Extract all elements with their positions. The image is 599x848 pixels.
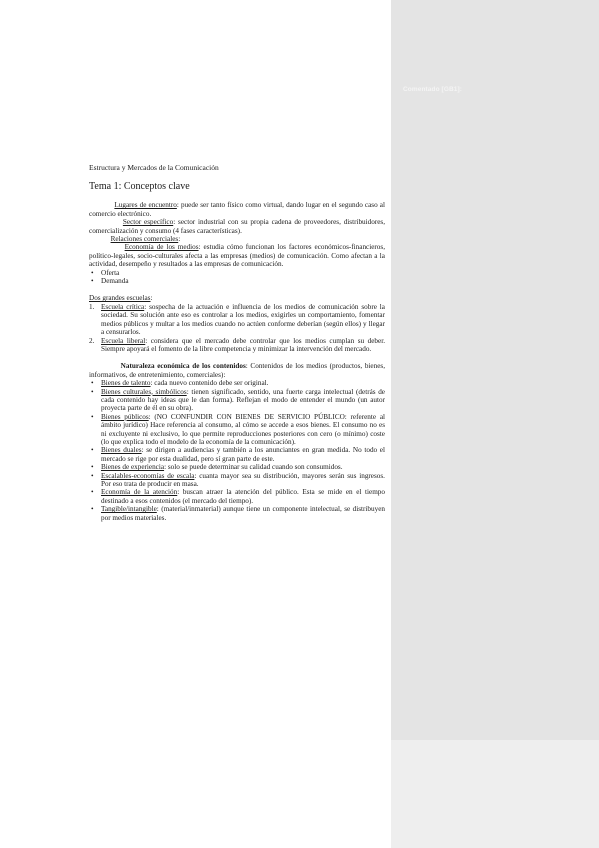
list-item: [101, 379, 385, 387]
term-escuela-liberal: Escuela liberal: [101, 336, 146, 345]
text-economia: : estudia cómo funcionan los factores económicos-financieros, político-legales, socio-culturales afecta a las empresas (medios) de comunicación. Como afectan a la actividad, desempeño y resultados a las empresas de comunicación.: [89, 243, 385, 269]
section-heading: Tema 1: Conceptos clave: [89, 181, 190, 193]
term-bien: Bienes públicos: [101, 412, 149, 421]
term-bien: Bienes culturales, simbólicos: [101, 387, 187, 396]
text-bien: : tienen significado, sentido, una fuerte carga intelectual (detrás de cada contenido hay ideas que le dan forma). Reflejan el modo de entender el mundo (un autor proyecta parte de él en su obra).: [101, 387, 386, 413]
list-item: [101, 463, 385, 471]
text-naturaleza: : Contenidos de los medios (productos, bienes, informativos, de entretenimiento, comerciales):: [89, 362, 385, 379]
paragraph-sector: [89, 218, 385, 235]
escuelas-list: [89, 303, 385, 353]
paragraph-naturaleza: [89, 362, 385, 379]
paragraph-economia: [89, 243, 385, 268]
term-bien: Bienes duales: [101, 446, 142, 455]
comment-pane: [391, 0, 599, 848]
text-sector: : sector industrial con su propia cadena de proveedores, distribuidores, comercialización y consumo (4 fases características).: [89, 218, 386, 235]
text-escuela-critica: : sospecha de la actuación e influencia de los medios de comunicación sobre la sociedad. Su solución ante eso es controlar a los medios, exigirles un comportamiento, fomentar medios públicos y multar a los medios cuando no actúen conforme deberían (según ellos) y llegar a censurarlos.: [101, 302, 385, 337]
text-bien: : se dirigen a audiencias y también a los anunciantes en gran medida. No todo el mercado se rige por esta dualidad, pero sí gran parte de este.: [101, 446, 385, 463]
bienes-list: [89, 379, 385, 522]
term-bien: Bienes de talento: [101, 379, 151, 388]
term-economia: Economía de los medios: [124, 243, 199, 252]
list-item: • Demanda: [101, 277, 385, 285]
list-item: [89, 302, 385, 337]
term-escuelas: Dos grandes escuelas: [89, 294, 151, 303]
term-bien: Economía de la atención: [101, 488, 178, 497]
list-item: [101, 505, 385, 522]
text-relaciones: :: [178, 235, 181, 244]
term-lugares: Lugares de encuentro: [114, 201, 177, 210]
oferta-demanda-list: [89, 269, 385, 286]
text-escuela-liberal: : considera que el mercado debe controlar que los medios cumplan su deber. Siempre apoyará el fomento de la libre competencia y minimizar la intervención del mercado.: [101, 336, 385, 353]
text-bien: : solo se puede determinar su calidad cuando son consumidos.: [164, 463, 343, 472]
paragraph-escuelas: [89, 294, 385, 302]
document-title: Estructura y Mercados de la Comunicación: [89, 163, 219, 172]
term-sector: Sector específico: [122, 218, 174, 227]
escuelas-colon: :: [150, 294, 153, 303]
list-item: [101, 472, 385, 489]
text-lugares: : puede ser tanto físico como virtual, dando lugar en el segundo caso al comercio electrónico.: [89, 201, 385, 218]
term-relaciones: Relaciones comerciales: [110, 235, 179, 244]
term-bien: Escalables-economías de escala: [101, 471, 195, 480]
list-item: [101, 446, 385, 463]
text-bien: : (material/inmaterial) aunque tiene un componente intelectual, se distribuyen por medios materiales.: [101, 505, 385, 522]
list-number: 1.: [89, 302, 95, 311]
list-item: [101, 488, 385, 505]
text-bien: : cuanta mayor sea su distribución, mayores serán sus ingresos. Por eso trata de producir en masa.: [101, 471, 385, 488]
comment-balloon[interactable]: [391, 0, 599, 740]
paragraph-lugares: [89, 201, 385, 218]
list-item: [101, 388, 385, 413]
text-bien: : (NO CONFUNDIR CON BIENES DE SERVICIO PÚBLICO: referente al ámbito jurídico) Hace referencia al consumo, al cómo se accede a esos bienes. El consumo no es ni excluyente ni exclusivo, lo que permite reproducciones posteriores con cero (o mínimo) coste (lo que explica todo el modelo de la economía de la comunicación).: [101, 412, 386, 446]
paragraph-relaciones: [89, 235, 385, 243]
comment-label: Comentado [GB1]:: [403, 86, 463, 93]
text-bien: : buscan atraer la atención del público. Esta se mide en el tiempo destinado a esos contenidos (el mercado del tiempo).: [101, 488, 385, 505]
term-bien: Bienes de experiencia: [101, 463, 165, 472]
term-bien: Tangible/intangible: [101, 505, 157, 514]
term-escuela-critica: Escuela crítica: [101, 302, 145, 311]
term-naturaleza: Naturaleza económica de los contenidos: [120, 362, 246, 371]
list-number: 2.: [89, 336, 95, 345]
list-item: [89, 336, 385, 354]
list-item: [101, 413, 385, 447]
document-body: [89, 164, 385, 522]
text-bien: : cada nuevo contenido debe ser original.: [150, 379, 269, 388]
list-item: • Oferta: [101, 269, 385, 277]
